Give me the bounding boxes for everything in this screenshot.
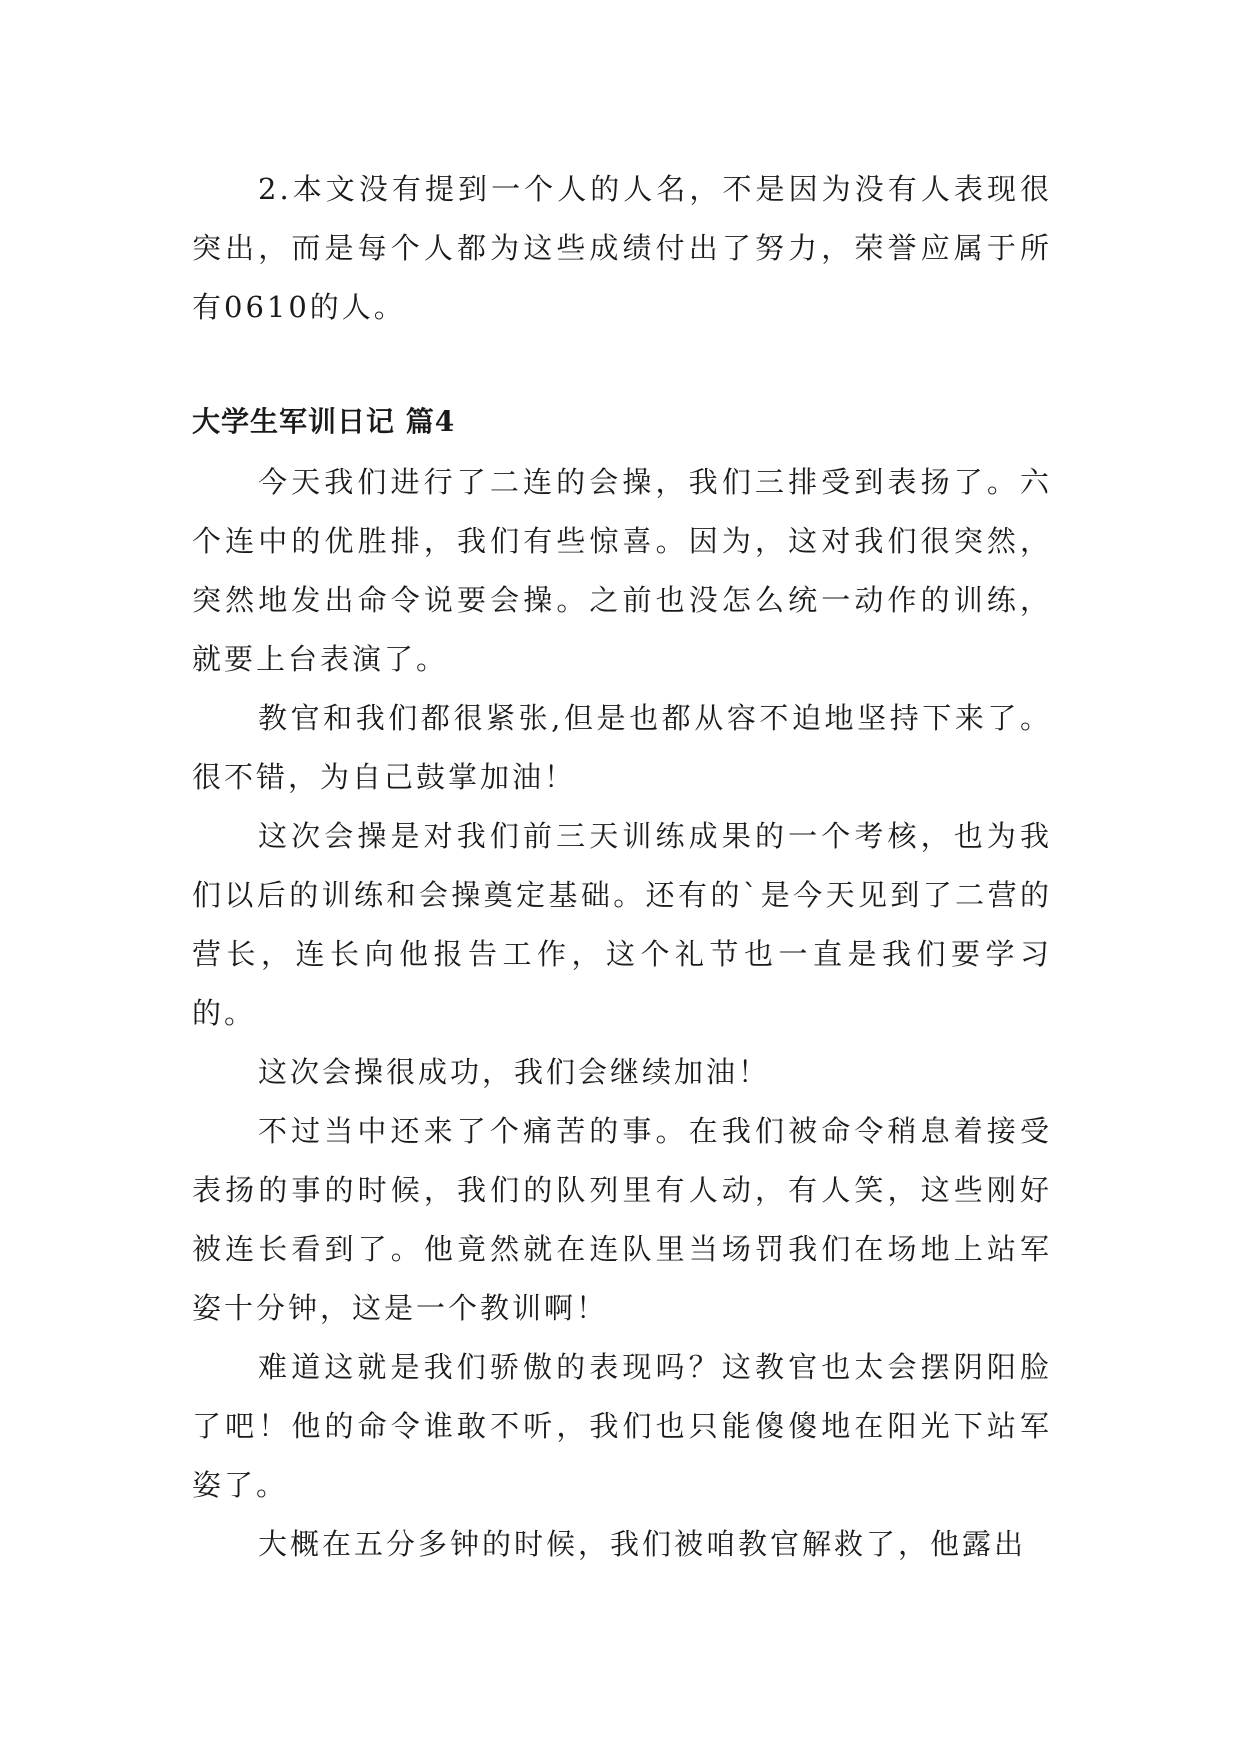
intro-paragraph: 2.本文没有提到一个人的人名，不是因为没有人表现很突出，而是每个人都为这些成绩付出了努力，荣誉应属于所有0610的人。 [192, 172, 1052, 324]
body-paragraph: 教官和我们都很紧张,但是也都从容不迫地坚持下来了。很不错，为自己鼓掌加油！ [192, 701, 1052, 794]
body-paragraph: 这次会操是对我们前三天训练成果的一个考核，也为我们以后的训练和会操奠定基础。还有的`是今天见到了二营的营长，连长向他报告工作，这个礼节也一直是我们要学习的。 [192, 819, 1052, 1030]
body-paragraph: 不过当中还来了个痛苦的事。在我们被命令稍息着接受表扬的事的时候，我们的队列里有人动，有人笑，这些刚好被连长看到了。他竟然就在连队里当场罚我们在场地上站军姿十分钟，这是一个教训啊！ [192, 1114, 1052, 1325]
body-paragraph: 难道这就是我们骄傲的表现吗？这教官也太会摆阴阳脸了吧！他的命令谁敢不听，我们也只能傻傻地在阳光下站军姿了。 [192, 1350, 1052, 1502]
section-body [192, 453, 1052, 1574]
section-title: 大学生军训日记 篇4 [192, 405, 456, 438]
body-paragraph: 大概在五分多钟的时候，我们被咱教官解救了，他露出 [258, 1527, 1027, 1561]
body-paragraph: 今天我们进行了二连的会操，我们三排受到表扬了。六个连中的优胜排，我们有些惊喜。因为，这对我们很突然，突然地发出命令说要会操。之前也没怎么统一动作的训练，就要上台表演了。 [192, 465, 1052, 676]
body-paragraph: 这次会操很成功，我们会继续加油！ [258, 1055, 771, 1089]
